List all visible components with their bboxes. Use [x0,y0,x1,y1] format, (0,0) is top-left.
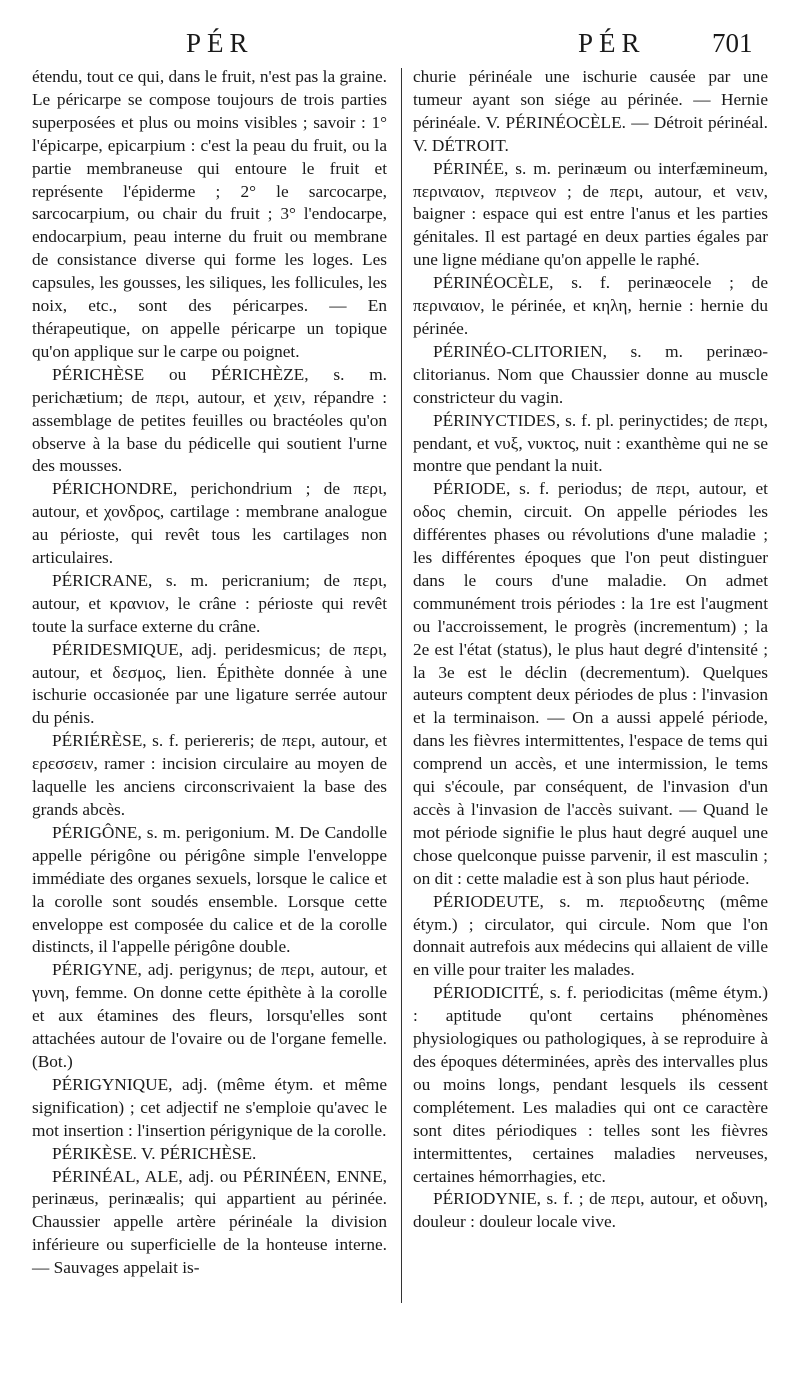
entry-paragraph: étendu, tout ce qui, dans le fruit, n'est pas la graine. Le péricarpe se compose toujours de trois parties superposées et plus ou moins visibles ; savoir : 1° l'épicarpe, epicarpium : c'est la peau du fruit, ou la partie membraneuse qui entoure le fruit et représente l'épiderme ; 2° le sarcocarpe, sarcocarpium, ou chair du fruit ; 3° l'endocarpe, endocarpium, peau interne du fruit ou membrane de consistance diverse qui forme les loges. Les capsules, les gousses, les siliques, les follicules, les noix, etc., sont des péricarpes. — En thérapeutique, on appelle péricarpe un topique qu'on applique sur le carpe ou poignet. [32,67,387,361]
entry-paragraph: PÉRICHONDRE, perichondrium ; de περι, autour, et χονδρος, cartilage : membrane analogue au périoste, qui revêt tous les cartilages non articulaires. [32,479,387,568]
entry-paragraph: PÉRINÉOCÈLE, s. f. perinæocele ; de περιναιον, le périnée, et κηλη, hernie : hernie du périnée. [413,273,768,338]
entry-paragraph: PÉRIDESMIQUE, adj. peridesmicus; de περι, autour, et δεσμος, lien. Épithète donnée à une ischurie occasionée par une ligature serrée autour du pénis. [32,639,387,728]
page-number: 701 [712,28,753,58]
entry-paragraph: PÉRIÉRÈSE, s. f. periereris; de περι, autour, et ερεσσειν, ramer : incision circulaire au moyen de laquelle les anciens circonscrivaient la base des grands abcès. [32,731,387,819]
right-running-headword: PÉR [578,28,646,58]
left-running-headword: PÉR [186,28,254,58]
entry-paragraph: PÉRINYCTIDES, s. f. pl. perinyctides; de περι, pendant, et νυξ, νυκτος, nuit : exanthème qui ne se montre que pendant la nuit. [413,410,768,476]
entry-paragraph: PÉRIKÈSE. V. PÉRICHÈSE. [52,1143,257,1163]
entry-paragraph: PÉRINÉAL, ALE, adj. ou PÉRINÉEN, ENNE, perinæus, perinæalis; qui appartient au périnée. Chaussier appelle artère périnéale la division inférieure ou superficielle de la honteuse interne. — Sauvages appelait is- [32,1166,387,1278]
left-column [32,66,387,1280]
entry-paragraph: PÉRIODEUTE, s. m. περιοδευτης (même étym.) ; circulator, qui circule. Nom que l'on donnait autrefois aux médecins qui allaient de ville en ville pour traiter les malades. [413,891,768,980]
right-column [413,66,768,1234]
entry-paragraph: PÉRIGYNE, adj. perigynus; de περι, autour, et γυνη, femme. On donne cette épithète à la corolle et aux étamines des fleurs, lorsqu'elles sont attachées autour de l'ovaire ou de l'organe femelle. (Bot.) [32,960,387,1071]
entry-paragraph: PÉRICRANE, s. m. pericranium; de περι, autour, et κρανιον, le crâne : périoste qui revêt toute la surface externe du crâne. [32,570,387,636]
entry-paragraph: PÉRIODICITÉ, s. f. periodicitas (même étym.) : aptitude qu'ont certains phénomènes physiologiques ou pathologiques, à se reproduire à des époques déterminées, après des intervalles plus ou moins longs, pendant lesquels ils cessent complétement. Les maladies qui ont ce caractère sont dites périodiques : telles sont les fièvres intermittentes, certaines maladies nerveuses, certaines hémorrhagies, etc. [413,983,768,1186]
entry-paragraph: PÉRIGÔNE, s. m. perigonium. M. De Candolle appelle périgône ou périgône simple l'enveloppe immédiate des organes sexuels, lorsque le calice et la corolle sont soudés ensemble. Lorsque cette enveloppe est composée du calice et de la corolle distincts, il l'appelle périgône double. [32,822,387,957]
entry-paragraph: PÉRINÉO-CLITORIEN, s. m. perinæo-clitorianus. Nom que Chaussier donne au muscle constricteur du vagin. [413,341,768,407]
page-header [0,28,800,68]
entry-paragraph: churie périnéale une ischurie causée par une tumeur ayant son siége au périnée. — Hernie périnéale. V. PÉRINÉOCÈLE. — Détroit périnéal. V. DÉTROIT. [413,67,768,155]
entry-paragraph: PÉRIODYNIE, s. f. ; de περι, autour, et οδυνη, douleur : douleur locale vive. [413,1189,768,1232]
entry-paragraph: PÉRICHÈSE ou PÉRICHÈZE, s. m. perichætium; de περι, autour, et χειν, répandre : assemblage de petites feuilles ou bractéoles qu'on observe à la base du pédicelle qui soutient l'urne des mousses. [32,364,387,476]
entry-paragraph: PÉRIGYNIQUE, adj. (même étym. et même signification) ; cet adjectif ne s'emploie qu'avec le mot insertion : l'insertion périgynique de la corolle. [32,1074,387,1140]
entry-paragraph: PÉRIODE, s. f. periodus; de περι, autour, et οδος chemin, circuit. On appelle périodes les différentes phases ou révolutions d'une maladie ; les différentes époques que l'on peut distinguer dans le cours d'une maladie. On admet communément trois périodes : la 1re est l'augment ou l'accroissement, le progrès (incrementum) ; la 2e est l'état (status), le plus haut degré d'intensité ; la 3e est le déclin (decrementum). Quelques auteurs comptent deux périodes de plus : l'invasion et la terminaison. — On a aussi appelé période, dans les fièvres intermittentes, l'espace de tems qui comprend un accès, et une intermission, le tems qui s'écoule, par conséquent, de l'invasion d'un accès à l'invasion de l'accès suivant. — Quand le mot période signifie le plus haut degré auquel une chose quelconque puisse parvenir, il est masculin ; on dit : cette maladie est à son plus haut période. [413,479,768,888]
entry-paragraph: PÉRINÉE, s. m. perinæum ou interfæmineum, περιναιον, περινεον ; de περι, autour, et νειν, baigner : espace qui est entre l'anus et les parties génitales. Il est partagé en deux parties égales par une ligne médiane qu'on appelle le raphé. [413,158,768,270]
column-divider [401,68,402,1303]
